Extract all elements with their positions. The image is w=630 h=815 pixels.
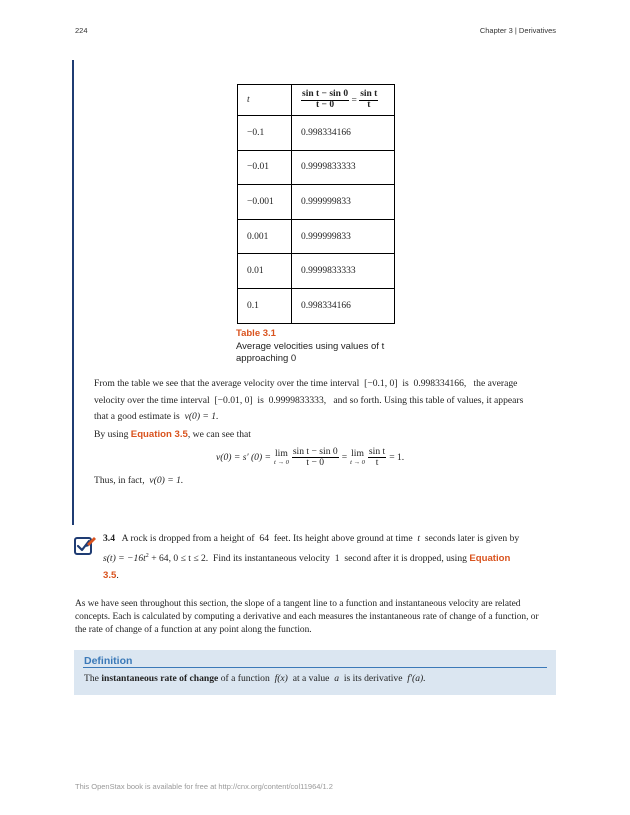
example-sidebar-bar [72, 60, 74, 525]
display-equation: v(0) = s′ (0) = lim t → 0 $\frac{\text{sin t − sin 0}}{t - 0}$ = lim t → 0 $\frac{\text{sin t}}{t}$ = 1. [216, 446, 405, 469]
paragraph-equation-intro: By using Equation 3.5, we can see that [94, 429, 251, 440]
table-row [238, 219, 395, 254]
table-cell-value: 0.9999833333 [292, 254, 395, 289]
limit-operator: lim t → 0 [350, 448, 365, 466]
exercise-number: 3.4 [103, 533, 115, 544]
table-header-t: t [238, 85, 292, 116]
page-number: 224 [75, 26, 88, 35]
table-caption-label[interactable]: Table 3.1 [236, 328, 276, 339]
table-row [238, 150, 395, 185]
equation-3-5-link[interactable]: Equation 3.5 [103, 552, 511, 582]
table-row [238, 185, 395, 220]
header-fraction-1: $\frac{\text{sin t − sin 0}}{t - 0}$ [302, 88, 349, 110]
average-velocity-table [237, 84, 395, 324]
equation-fraction-2: $\frac{\text{sin t}}{t}$ [368, 446, 386, 469]
table-header-quotient: $\frac{\text{sin t − sin 0}}{t - 0}$ = $\frac{\text{sin t}}{t}$ [292, 85, 395, 116]
equation-3-5-link[interactable]: Equation 3.5 [130, 429, 188, 440]
table-cell-value: 0.999999833 [292, 185, 395, 220]
header-fraction-2: $\frac{\text{sin t}}{t}$ [360, 88, 378, 110]
definition-title: Definition [84, 655, 133, 667]
table-row [238, 254, 395, 289]
definition-text: The instantaneous rate of change of a function f(x) at a value a is its derivative f′(a). [84, 673, 426, 684]
table-cell-t: −0.01 [238, 150, 292, 185]
table-caption-text: Average velocities using values of t approaching 0 [236, 340, 385, 364]
table-cell-value: 0.998334166 [292, 288, 395, 323]
checklist-pencil-icon [74, 534, 96, 556]
table-row [238, 288, 395, 323]
limit-operator: lim t → 0 [274, 448, 289, 466]
equation-fraction-1: $\frac{\text{sin t − sin 0}}{t - 0}$ [292, 446, 338, 469]
exercise-3-4: 3.4 A rock is dropped from a height of 64 feet. Its height above ground at time t seconds later is given by $s(t) = -16t^2 + 64$, 0 ≤ t ≤ 2. Find its instantaneous velocity 1 second after it is dropped, using Equation 3.5. [103, 533, 520, 582]
table-cell-t: 0.001 [238, 219, 292, 254]
table-cell-t: −0.1 [238, 116, 292, 151]
table-header-row [238, 85, 395, 116]
table-cell-value: 0.9999833333 [292, 150, 395, 185]
table-row [238, 116, 395, 151]
table-cell-value: 0.998334166 [292, 116, 395, 151]
table-cell-t: 0.01 [238, 254, 292, 289]
paragraph-conclusion: Thus, in fact, v(0) = 1. [94, 475, 184, 486]
paragraph-table-analysis: From the table we see that the average velocity over the time interval [−0.1, 0] is 0.998334166, the average velocity over the time interval [−0.01, 0] is 0.9999833333, and so forth. Using this table of values, it appears that a good estimate is v(0) = 1. [94, 378, 524, 422]
table-cell-t: −0.001 [238, 185, 292, 220]
chapter-title: Chapter 3 | Derivatives [479, 26, 556, 35]
table-cell-value: 0.999999833 [292, 219, 395, 254]
table-caption [236, 328, 406, 366]
table-cell-t: 0.1 [238, 288, 292, 323]
definition-rule [83, 667, 547, 668]
footer-note: This OpenStax book is available for free at http://cnx.org/content/col11964/1.2 [75, 782, 333, 791]
definition-term: instantaneous rate of change [101, 673, 219, 684]
definition-box [74, 650, 556, 695]
paragraph-tangent-velocity: As we have seen throughout this section, the slope of a tangent line to a function and instantaneous velocity are related concepts. Each is calculated by computing a derivative and each measures the instantaneous rate of change of a function, or the rate of change of a function at any point along the function. [75, 599, 539, 635]
